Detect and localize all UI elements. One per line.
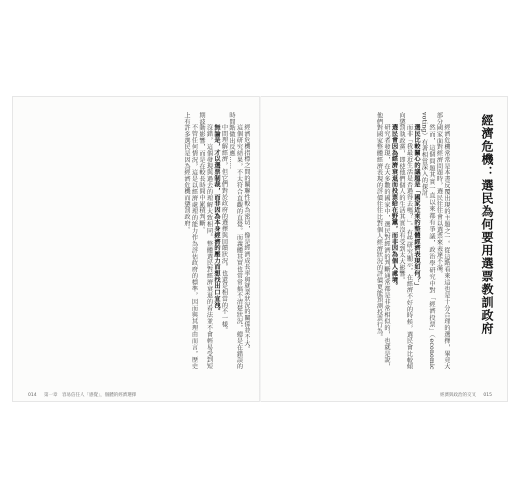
- page-number: 015: [483, 393, 492, 398]
- emphasized-paragraph: 選民會因為經濟衰退而投票給在野黨，而非因為個人處境。: [390, 124, 398, 290]
- emphasized-paragraph: 選民比較關心的議題是「國家近來的整體經濟表現如何？」: [413, 124, 420, 290]
- running-head: 第一章 容易信任人「感覺」，個體的經濟選擇: [44, 393, 137, 398]
- left-page: [12, 96, 261, 402]
- paragraph: 這個研究結果，不太符合直觀的直覺。而義體其實也常常搞不清楚狀況，總是在錯誤的時間點做出反應……: [228, 112, 243, 370]
- paragraph: 經濟危機常常是本書反覆出現的主題之一。從這點看來這也是十分合理的選擇，畢竟大部分國家面對經濟問題時，選民往往會以選票來表達不滿。: [435, 112, 450, 370]
- running-head: 經濟與政治的交叉: [439, 393, 476, 398]
- paragraph: 而非「我最近生活是否過得去嗎？」。有些研究顯示，在經濟不好的時候，選民會比較傾向懲罰執政黨，即使他們個人的生活其實沒有受到太大影響。: [398, 112, 413, 370]
- right-page: [260, 96, 508, 402]
- right-page-text: [268, 112, 450, 370]
- paragraph: 中間理解經濟，但它們對於政府的選擇與回饋狀況，也還是相當的不一樣。: [220, 124, 228, 334]
- left-page-text: [30, 112, 250, 370]
- paragraph: 不管任何情況，這是以經濟處理的能力作為評估政府的標準，因而與其理由而言，歷史上有許多選民是因為經濟危機而懲罰政府。: [183, 112, 198, 370]
- right-folio: [440, 392, 498, 398]
- chapter-title: 經濟危機：選民為何要用選票教訓政府: [480, 114, 494, 335]
- book-spread: [12, 96, 508, 402]
- emphasized-paragraph: 無論是，才以選票制裁，而非因為本身經濟的壓力而想找出口宣洩。: [213, 124, 220, 315]
- paragraph: 研究者發現，在大多數的國家中，選民對經濟的判斷通常都是非常相似的，也就是說，他們對國家整體經濟表現的評價往往比對個人經濟狀況的評價更能預測投票行為。: [375, 112, 390, 370]
- paragraph: 沒錯，這個發現與過去的理解大致相同。整體選民對經濟衰退的看法並不會輕易受到短期波動影響，而是在較長時間中累積判斷。: [198, 112, 213, 370]
- page-number: 014: [28, 393, 37, 398]
- left-folio: [28, 392, 142, 398]
- paragraph: 然而，這個問題其實一直以來都有爭議，政治學研究中對「經濟投票」（economic voting）有著相當深入的探討。: [420, 112, 435, 370]
- paragraph: 經濟危機指標之間的關聯性較為密切，像是經濟成長率與就業狀況的關係並不大。: [243, 124, 250, 353]
